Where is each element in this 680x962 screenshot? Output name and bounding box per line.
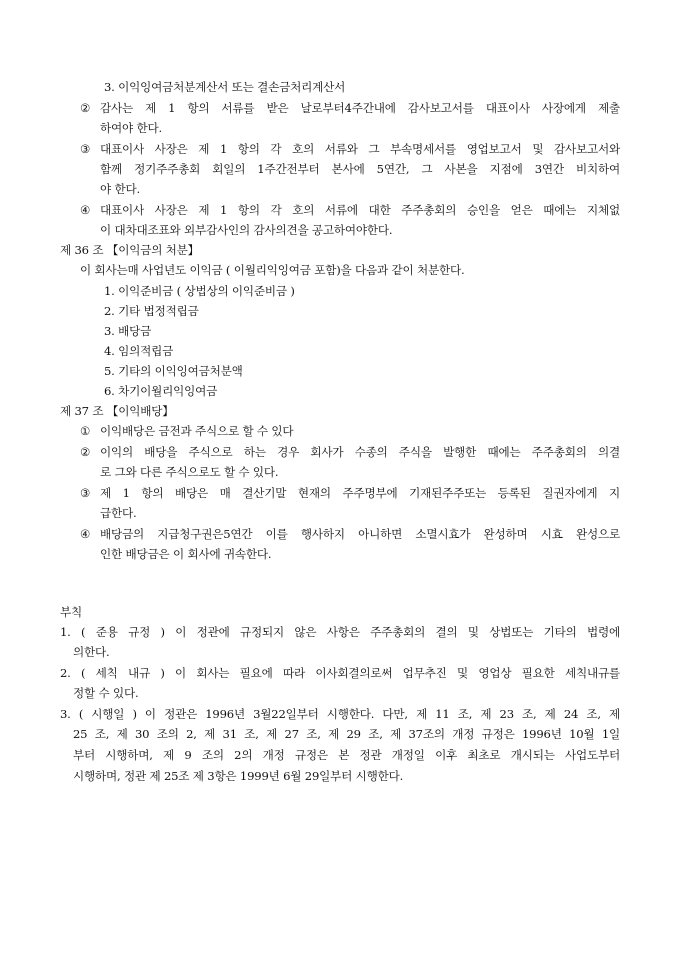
addenda-2-line2: 정할 수 있다. [73, 686, 139, 700]
art36-item-3: 3. 배당금 [104, 324, 152, 338]
addenda-1-line1: 1. ( 준용 규정 ) 이 정관에 규정되지 않은 사항은 주주총회의 결의 및 상법또는 기타의 법령에 [60, 625, 620, 639]
art37-para3-line1: 제 1 항의 배당은 매 결산기말 현재의 주주명부에 기재된주주또는 등록된 질권자에게 지 [100, 486, 620, 500]
addenda-3-line2: 25 조, 제 30 조의 2, 제 31 조, 제 27 조, 제 29 조, 제 37조의 개정 규정은 1996년 10월 1일 [73, 727, 620, 741]
art37-para2-line1: 이익의 배당을 주식으로 하는 경우 회사가 수종의 주식을 발행한 때에는 주주총회의 의결 [100, 445, 620, 459]
art37-para4-line2: 인한 배당금은 이 회사에 귀속한다. [100, 547, 272, 561]
art36-intro: 이 회사는매 사업년도 이익금 ( 이월리익잉여금 포함)을 다음과 같이 처분한다. [80, 263, 465, 277]
addenda-3-line3: 부터 시행하며, 제 9 조의 2의 개정 규정은 본 정관 개정일 이후 최초로 개시되는 사업도부터 [73, 748, 620, 762]
art37-para2-mark: ② [80, 445, 91, 459]
art37-para4-line1: 배당금의 지급청구권은5연간 이를 행사하지 아니하면 소멸시효가 완성하며 시효 완성으로 [100, 527, 620, 541]
art35-item-3: 3. 이익잉여금처분계산서 또는 결손금처리계산서 [104, 80, 346, 94]
art37-para2-line2: 로 그와 다른 주식으로도 할 수 있다. [100, 465, 279, 479]
addenda-2-line1: 2. ( 세칙 내규 ) 이 회사는 필요에 따라 이사회결의로써 업무추진 및 영업상 필요한 세칙내규를 [60, 666, 620, 680]
art37-para3-mark: ③ [80, 486, 91, 500]
art36-item-6: 6. 차기이월리익잉여금 [104, 384, 218, 398]
art36-item-5: 5. 기타의 이익잉여금처분액 [104, 364, 243, 378]
art35-para3-mark: ③ [80, 142, 91, 156]
addenda-3-line4: 시행하며, 정관 제 25조 제 3항은 1999년 6월 29일부터 시행한다. [73, 769, 404, 783]
art37-para4-mark: ④ [80, 527, 91, 541]
art36-heading: 제 36 조 【이익금의 처분】 [60, 243, 200, 257]
art36-item-1: 1. 이익준비금 ( 상법상의 이익준비금 ) [104, 284, 295, 298]
art35-para2-mark: ② [80, 101, 91, 115]
art35-para2-line1: 감사는 제 1 항의 서류를 받은 날로부터4주간내에 감사보고서를 대표이사 사장에게 제출 [100, 101, 620, 115]
addenda-3-line1: 3. ( 시행일 ) 이 정관은 1996년 3월22일부터 시행한다. 다만, 제 11 조, 제 23 조, 제 24 조, 제 [60, 707, 620, 721]
art37-heading: 제 37 조 【이익배당】 [60, 404, 174, 418]
art37-para3-line2: 급한다. [100, 506, 137, 520]
addenda-1-line2: 의한다. [73, 645, 110, 659]
art35-para3-line3: 야 한다. [100, 182, 140, 196]
addenda-heading: 부칙 [60, 605, 82, 619]
art37-para1-line1: 이익배당은 금전과 주식으로 할 수 있다 [100, 424, 294, 438]
art37-para1-mark: ① [80, 424, 91, 438]
art36-item-4: 4. 임의적립금 [104, 344, 174, 358]
art35-para4-line1: 대표이사 사장은 제 1 항의 각 호의 서류에 대한 주주총회의 승인을 얻은 때에는 지체없 [100, 203, 620, 217]
art36-item-2: 2. 기타 법정적립금 [104, 304, 199, 318]
art35-para4-line2: 이 대차대조표와 외부감사인의 감사의견을 공고하여야한다. [100, 223, 393, 237]
art35-para3-line2: 함께 정기주주총회 회일의 1주간전부터 본사에 5연간, 그 사본을 지점에 3연간 비치하여 [100, 162, 620, 176]
art35-para2-line2: 하여야 한다. [100, 121, 162, 135]
art35-para4-mark: ④ [80, 203, 91, 217]
art35-para3-line1: 대표이사 사장은 제 1 항의 각 호의 서류와 그 부속명세서를 영업보고서 및 감사보고서와 [100, 142, 620, 156]
